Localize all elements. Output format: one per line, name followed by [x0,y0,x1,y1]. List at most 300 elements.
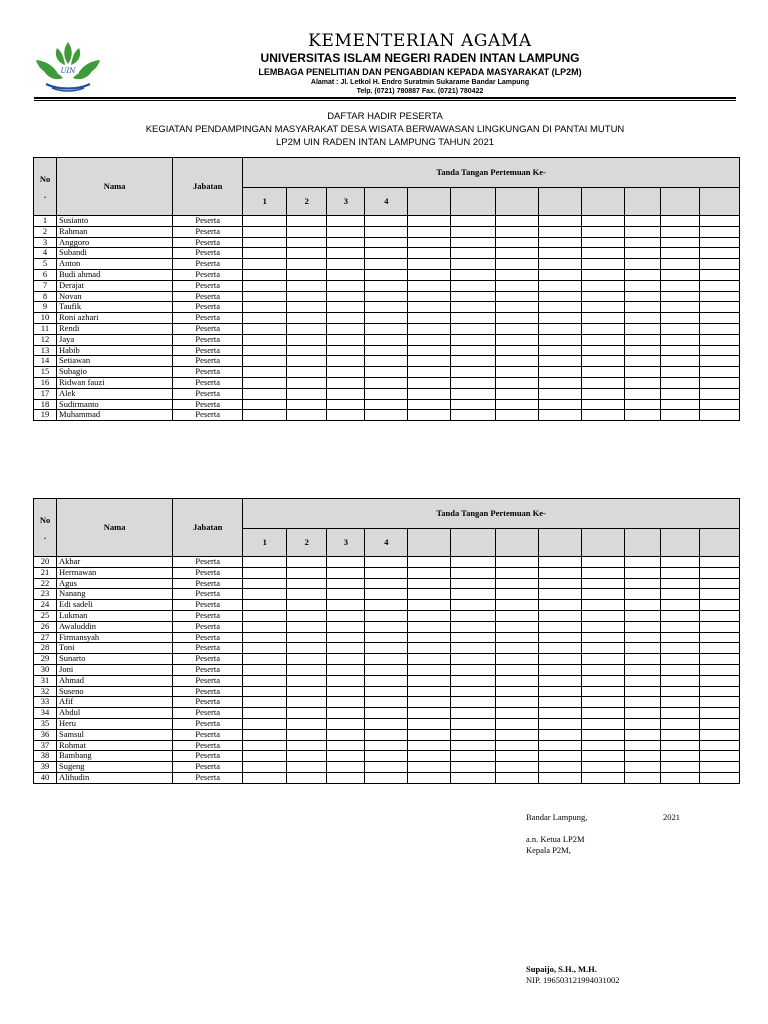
signature-cell [699,399,739,410]
signature-cell [243,313,287,324]
signature-cell [327,345,365,356]
signature-cell [660,718,699,729]
cell-nama: Alek [57,388,173,399]
signature-cell [495,399,538,410]
signature-cell [365,578,408,589]
cell-no: 6 [34,269,57,280]
table-row [34,718,740,729]
signature-cell [287,697,327,708]
cell-jabatan: Peserta [173,708,243,719]
signature-cell [660,578,699,589]
signature-cell [581,610,624,621]
cell-nama: Joni [57,664,173,675]
signature-cell [495,323,538,334]
signature-cell [581,377,624,388]
signature-cell [538,600,581,611]
signature-cell [495,772,538,783]
col-header-signature: Tanda Tangan Pertemuan Ke- [243,158,740,188]
cell-nama: Subagio [57,367,173,378]
signature-cell [243,237,287,248]
meeting-number-header [408,188,451,216]
meeting-number-header [699,188,739,216]
signature-cell [581,248,624,259]
signature-cell [451,762,495,773]
cell-jabatan: Peserta [173,259,243,270]
signature-cell [243,654,287,665]
signature-cell [699,248,739,259]
signature-cell [243,367,287,378]
attendance-table-1 [33,157,740,421]
signature-cell [495,729,538,740]
signature-cell [287,654,327,665]
signature-cell [451,216,495,227]
signature-cell [660,377,699,388]
signature-cell [495,654,538,665]
signature-cell [699,313,739,324]
cell-jabatan: Peserta [173,632,243,643]
cell-no: 10 [34,313,57,324]
cell-no: 1 [34,216,57,227]
signature-cell [287,313,327,324]
cell-nama: Abdul [57,708,173,719]
signature-cell [408,557,451,568]
cell-jabatan: Peserta [173,610,243,621]
signature-cell [624,718,660,729]
signature-cell [287,751,327,762]
signature-cell [327,675,365,686]
signature-cell [538,772,581,783]
signature-cell [327,567,365,578]
signature-cell [327,259,365,270]
signature-cell [581,708,624,719]
table-row [34,557,740,568]
signature-cell [660,729,699,740]
signature-cell [451,259,495,270]
signature-cell [624,248,660,259]
signature-cell [699,345,739,356]
cell-jabatan: Peserta [173,345,243,356]
signature-cell [538,578,581,589]
signature-cell [327,751,365,762]
signature-cell [365,610,408,621]
meeting-number-header [660,188,699,216]
table-row [34,216,740,227]
signature-cell [624,610,660,621]
signature-cell [327,740,365,751]
signature-cell [495,367,538,378]
signature-cell [408,751,451,762]
signature-cell [624,675,660,686]
signature-cell [408,643,451,654]
signature-cell [699,610,739,621]
signature-cell [538,226,581,237]
signature-cell [660,216,699,227]
signature-cell [243,216,287,227]
signature-cell [327,216,365,227]
cell-nama: Rendi [57,323,173,334]
signature-cell [287,729,327,740]
signature-cell [408,600,451,611]
cell-nama: Jaya [57,334,173,345]
signature-cell [365,621,408,632]
signature-cell [287,280,327,291]
cell-jabatan: Peserta [173,302,243,313]
signature-cell [660,367,699,378]
signature-cell [624,388,660,399]
signature-cell [581,313,624,324]
table-row [34,280,740,291]
signature-cell [243,708,287,719]
signature-cell [699,237,739,248]
signature-cell [287,345,327,356]
signature-cell [451,600,495,611]
table-row [34,356,740,367]
signature-cell [327,269,365,280]
signature-cell [365,664,408,675]
cell-no: 23 [34,589,57,600]
signature-cell [495,259,538,270]
signature-cell [287,410,327,421]
signature-cell [451,269,495,280]
cell-nama: Ridwan fauzi [57,377,173,388]
signature-cell [451,654,495,665]
header-rule-thin [34,100,736,101]
signature-cell [581,557,624,568]
signature-cell [365,589,408,600]
cell-no: 30 [34,664,57,675]
signature-cell [624,708,660,719]
signature-cell [495,610,538,621]
cell-jabatan: Peserta [173,740,243,751]
meeting-number-header [581,529,624,557]
signature-cell [327,664,365,675]
signature-cell [581,334,624,345]
signature-cell [581,567,624,578]
signature-cell [581,718,624,729]
signature-cell [327,610,365,621]
meeting-number-header [699,529,739,557]
cell-no: 22 [34,578,57,589]
header-rule-thick [34,97,736,99]
signature-cell [365,291,408,302]
signature-cell [660,708,699,719]
signature-cell [365,313,408,324]
signature-cell [624,751,660,762]
signature-cell [581,729,624,740]
signature-cell [699,729,739,740]
signature-cell [365,399,408,410]
cell-jabatan: Peserta [173,269,243,280]
table-row [34,697,740,708]
signature-cell [243,686,287,697]
cell-no: 16 [34,377,57,388]
table-row [34,345,740,356]
cell-no: 40 [34,772,57,783]
signature-cell [287,718,327,729]
signature-cell [699,216,739,227]
signature-cell [287,302,327,313]
signature-cell [365,686,408,697]
signature-cell [243,762,287,773]
signature-cell [495,269,538,280]
signature-cell [243,291,287,302]
signature-cell [243,280,287,291]
signature-cell [581,226,624,237]
signature-cell [660,675,699,686]
signature-cell [624,686,660,697]
cell-no: 33 [34,697,57,708]
signature-cell [327,334,365,345]
signature-cell [495,643,538,654]
signature-cell [581,772,624,783]
table-row [34,248,740,259]
signature-cell [451,643,495,654]
signature-cell [408,248,451,259]
cell-nama: Sugeng [57,762,173,773]
signature-cell [243,567,287,578]
col-header-signature: Tanda Tangan Pertemuan Ke- [243,499,740,529]
meeting-number-header [451,188,495,216]
signature-cell [451,686,495,697]
signature-cell [581,632,624,643]
signature-cell [660,248,699,259]
signature-cell [287,259,327,270]
signature-cell [660,654,699,665]
signature-cell [408,708,451,719]
signature-cell [538,345,581,356]
signature-cell [624,740,660,751]
signature-cell [327,557,365,568]
cell-jabatan: Peserta [173,589,243,600]
cell-no: 28 [34,643,57,654]
signature-cell [451,345,495,356]
signature-cell [287,269,327,280]
signature-cell [660,269,699,280]
signature-cell [495,356,538,367]
cell-nama: Derajat [57,280,173,291]
signature-cell [408,610,451,621]
signature-cell [408,388,451,399]
signature-cell [660,686,699,697]
ministry-name: KEMENTERIAN AGAMA [308,31,532,51]
signature-cell [699,259,739,270]
signature-cell [287,578,327,589]
signature-cell [660,313,699,324]
signature-cell [327,772,365,783]
signature-cell [451,729,495,740]
signature-cell [624,729,660,740]
cell-no: 18 [34,399,57,410]
signature-cell [243,729,287,740]
signature-cell [287,237,327,248]
cell-no: 20 [34,557,57,568]
signature-cell [660,356,699,367]
signature-cell [365,259,408,270]
signature-cell [243,589,287,600]
signature-on-behalf: a.n. Ketua LP2M [526,834,585,844]
signature-cell [365,269,408,280]
signature-cell [365,729,408,740]
signature-cell [581,410,624,421]
signature-cell [287,356,327,367]
signature-cell [538,237,581,248]
cell-no: 25 [34,610,57,621]
signature-cell [495,600,538,611]
meeting-number-header: 1 [243,188,287,216]
signature-cell [699,291,739,302]
signature-cell [538,654,581,665]
signature-cell [699,367,739,378]
signature-position: Kepala P2M, [526,845,571,855]
meeting-number-header [538,188,581,216]
cell-nama: Akbar [57,557,173,568]
signature-cell [538,643,581,654]
table-row [34,675,740,686]
signature-cell [660,291,699,302]
cell-nama: Afif [57,697,173,708]
signature-cell [538,740,581,751]
signature-cell [287,399,327,410]
signature-cell [538,729,581,740]
signature-cell [699,762,739,773]
cell-no: 9 [34,302,57,313]
cell-no: 37 [34,740,57,751]
signature-cell [538,589,581,600]
signature-cell [451,226,495,237]
table-row [34,643,740,654]
signature-cell [624,269,660,280]
cell-no: 11 [34,323,57,334]
cell-jabatan: Peserta [173,313,243,324]
signature-cell [660,345,699,356]
cell-jabatan: Peserta [173,291,243,302]
cell-jabatan: Peserta [173,367,243,378]
signature-cell [699,772,739,783]
signature-cell [699,334,739,345]
signature-cell [538,410,581,421]
table-row [34,323,740,334]
cell-nama: Taufik [57,302,173,313]
signature-cell [581,686,624,697]
signature-cell [451,399,495,410]
signature-cell [365,237,408,248]
cell-no: 7 [34,280,57,291]
signature-cell [451,632,495,643]
signature-cell [495,557,538,568]
meeting-number-header: 2 [287,529,327,557]
activity-title: KEGIATAN PENDAMPINGAN MASYARAKAT DESA WISATA BERWAWASAN LINGKUNGAN DI PANTAI MUTUN [145,124,625,135]
meeting-number-header [660,529,699,557]
signature-cell [451,248,495,259]
signature-cell [495,313,538,324]
table-row [34,729,740,740]
cell-no: 13 [34,345,57,356]
signature-cell [327,621,365,632]
signature-cell [624,654,660,665]
signature-cell [495,740,538,751]
cell-jabatan: Peserta [173,237,243,248]
signature-cell [365,216,408,227]
signature-cell [243,632,287,643]
cell-jabatan: Peserta [173,399,243,410]
cell-nama: Anggoro [57,237,173,248]
signature-cell [365,675,408,686]
cell-jabatan: Peserta [173,557,243,568]
signature-cell [538,675,581,686]
signature-cell [327,697,365,708]
table-row [34,269,740,280]
signature-cell [365,718,408,729]
signature-cell [243,697,287,708]
signature-cell [327,762,365,773]
signature-cell [538,621,581,632]
table-row [34,686,740,697]
signature-cell [365,302,408,313]
table-row [34,399,740,410]
signature-cell [581,345,624,356]
cell-nama: Muhammad [57,410,173,421]
signature-year: 2021 [663,812,680,822]
signature-cell [660,632,699,643]
signature-cell [243,377,287,388]
signature-cell [327,654,365,665]
signature-cell [538,610,581,621]
signature-cell [699,323,739,334]
cell-no: 19 [34,410,57,421]
signature-cell [243,345,287,356]
cell-jabatan: Peserta [173,334,243,345]
signature-cell [624,567,660,578]
signature-cell [327,291,365,302]
signature-cell [538,291,581,302]
signature-cell [408,280,451,291]
signature-cell [699,632,739,643]
signature-cell [243,664,287,675]
cell-nama: Susianto [57,216,173,227]
signature-place: Bandar Lampung, [526,812,588,822]
signature-cell [408,323,451,334]
signature-cell [624,762,660,773]
signature-cell [699,708,739,719]
signature-cell [365,600,408,611]
cell-jabatan: Peserta [173,323,243,334]
cell-nama: Nanang [57,589,173,600]
cell-nama: Heru [57,718,173,729]
cell-jabatan: Peserta [173,686,243,697]
signature-cell [287,762,327,773]
signature-cell [699,751,739,762]
table-row [34,600,740,611]
signature-cell [660,600,699,611]
signature-cell [365,632,408,643]
signature-cell [581,740,624,751]
cell-nama: Lukman [57,610,173,621]
signature-cell [327,410,365,421]
signature-cell [243,248,287,259]
signature-cell [699,410,739,421]
col-header-nama: Nama [57,499,173,557]
signature-cell [451,313,495,324]
signature-cell [581,643,624,654]
col-header-no: No . [34,499,57,557]
cell-no: 8 [34,291,57,302]
signature-cell [451,237,495,248]
signature-cell [451,280,495,291]
signature-cell [699,600,739,611]
signature-cell [699,664,739,675]
signature-cell [365,367,408,378]
table-row [34,334,740,345]
